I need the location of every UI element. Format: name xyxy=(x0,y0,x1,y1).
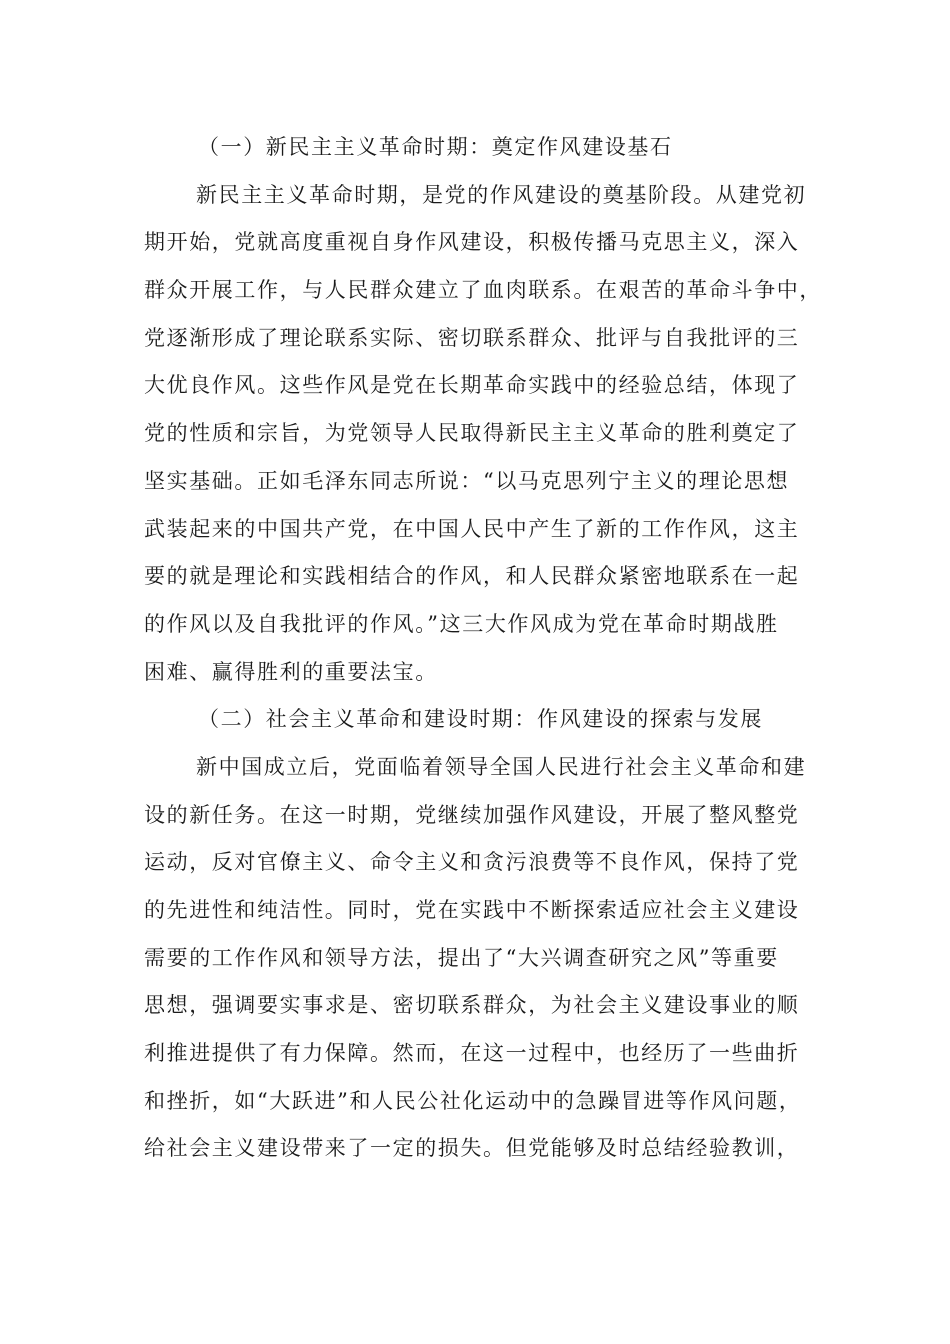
document-page xyxy=(144,124,822,1173)
section-heading-2: （二）社会主义革命和建设时期：作风建设的探索与发展 xyxy=(198,707,763,732)
paragraph-line: 群众开展工作，与人民群众建立了血肉联系。在艰苦的革命斗争中， xyxy=(144,278,822,303)
paragraph-line: 运动，反对官僚主义、命令主义和贪污浪费等不良作风，保持了党 xyxy=(144,850,800,875)
paragraph-line: 设的新任务。在这一时期，党继续加强作风建设，开展了整风整党 xyxy=(144,802,800,827)
paragraph-line: 给社会主义建设带来了一定的损失。但党能够及时总结经验教训， xyxy=(144,1136,800,1161)
paragraph-line: 期开始，党就高度重视自身作风建设，积极传播马克思主义，深入 xyxy=(144,230,800,255)
paragraph-line: 武装起来的中国共产党，在中国人民中产生了新的工作作风，这主 xyxy=(144,516,800,541)
section-heading-1: （一）新民主主义革命时期：奠定作风建设基石 xyxy=(198,135,673,159)
paragraph-line: 的作风以及自我批评的作风。”这三大作风成为党在革命时期战胜 xyxy=(144,611,779,636)
paragraph-line: 党的性质和宗旨，为党领导人民取得新民主主义革命的胜利奠定了 xyxy=(144,421,800,446)
paragraph-line: 要的就是理论和实践相结合的作风，和人民群众紧密地联系在一起 xyxy=(144,564,800,589)
paragraph-line: 新民主主义革命时期，是党的作风建设的奠基阶段。从建党初 xyxy=(196,182,807,207)
paragraph-line: 和挫折，如“大跃进”和人民公社化运动中的急躁冒进等作风问题， xyxy=(144,1088,802,1113)
paragraph-line: 大优良作风。这些作风是党在长期革命实践中的经验总结，体现了 xyxy=(144,373,800,398)
paragraph-line: 思想，强调要实事求是、密切联系群众，为社会主义建设事业的顺 xyxy=(144,993,800,1018)
paragraph-line: 需要的工作作风和领导方法，提出了“大兴调查研究之风”等重要 xyxy=(144,945,779,970)
paragraph-line: 新中国成立后，党面临着领导全国人民进行社会主义革命和建 xyxy=(196,754,807,779)
paragraph-line: 的先进性和纯洁性。同时，党在实践中不断探索适应社会主义建设 xyxy=(144,898,800,922)
paragraph-line: 利推进提供了有力保障。然而，在这一过程中，也经历了一些曲折 xyxy=(144,1041,800,1066)
paragraph-line: 坚实基础。正如毛泽东同志所说：“以马克思列宁主义的理论思想 xyxy=(144,468,790,493)
paragraph-line: 党逐渐形成了理论联系实际、密切联系群众、批评与自我批评的三 xyxy=(144,325,800,350)
paragraph-line: 困难、赢得胜利的重要法宝。 xyxy=(144,659,438,684)
